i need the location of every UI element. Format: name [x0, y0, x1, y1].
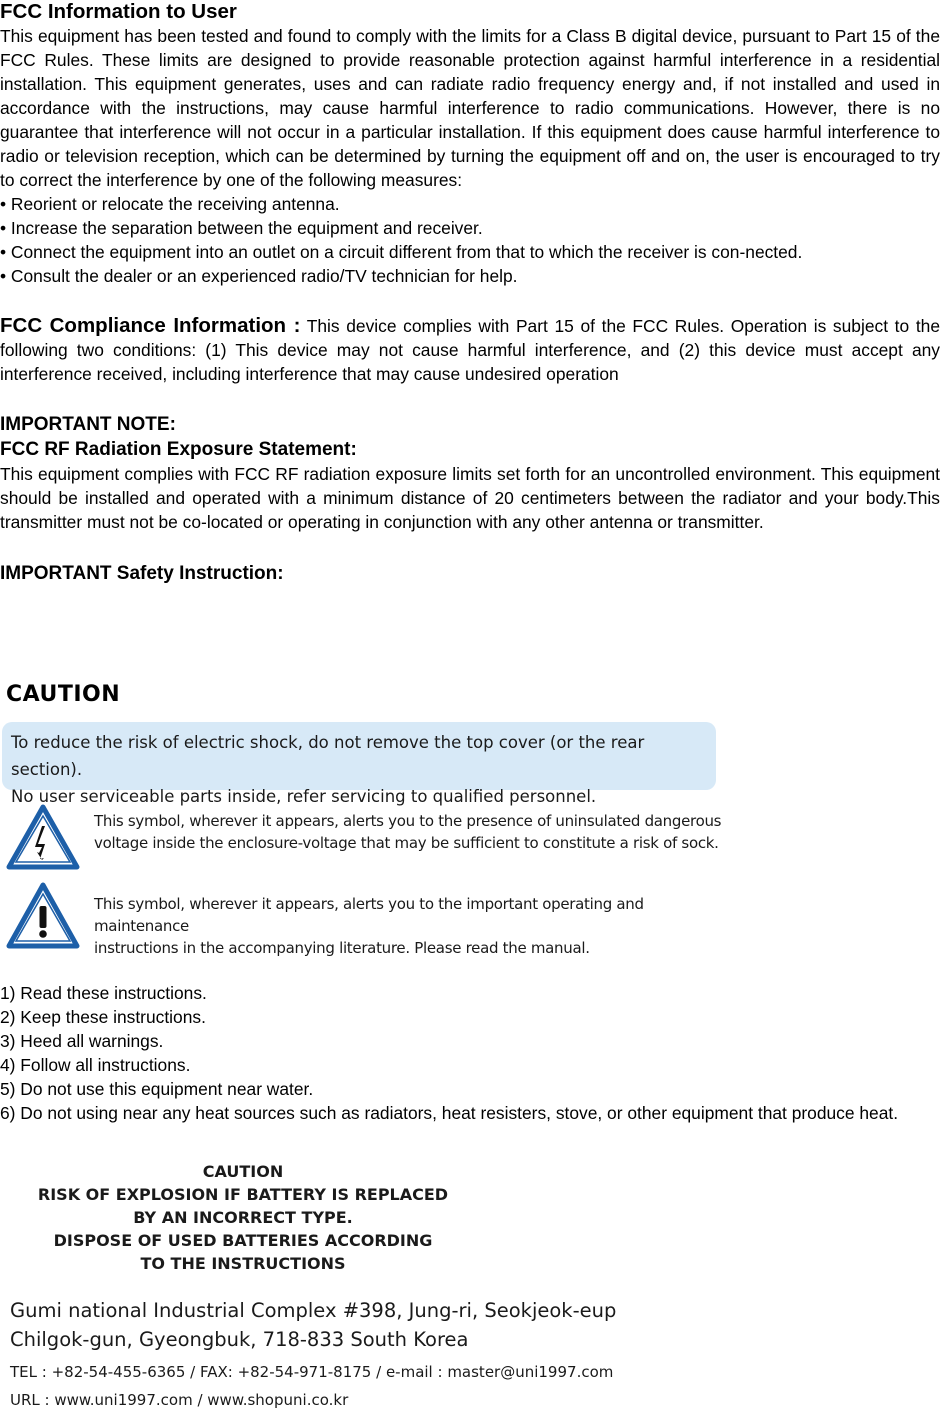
caution-line: To reduce the risk of electric shock, do not remove the top cover (or the rear section). — [11, 733, 645, 779]
symbol-text-line: voltage inside the enclosure-voltage that may be sufficient to constitute a risk of sock. — [94, 834, 719, 852]
fcc-info-heading: FCC Information to User — [0, 0, 237, 23]
list-item: 6) Do not using near any heat sources such as radiators, heat resisters, stove, or other equipment that produce heat. — [0, 1103, 899, 1123]
battery-caution-line: TO THE INSTRUCTIONS — [140, 1254, 346, 1273]
symbol-text-line: This symbol, wherever it appears, alerts you to the important operating and maintenance — [94, 895, 644, 935]
lightning-warning-icon — [6, 804, 80, 870]
fcc-info-bullet: • Reorient or relocate the receiving antenna. — [0, 194, 340, 214]
company-address — [10, 1296, 616, 1414]
caution-title: CAUTION — [6, 682, 121, 707]
safety-instructions-list — [0, 981, 940, 1125]
rf-exposure-heading: FCC RF Radiation Exposure Statement: — [0, 439, 357, 460]
battery-caution-line: RISK OF EXPLOSION IF BATTERY IS REPLACED — [37, 1185, 449, 1204]
rf-exposure-body: This equipment complies with FCC RF radiation exposure limits set forth for an uncontrolled environment. This equipment should be installed and operated with a minimum distance of 20 centimeters between the radiator and your body.This transmitter must not be co-located or operating in conjunction with any other antenna or transmitter. — [0, 464, 940, 532]
attention-symbol-row — [6, 882, 726, 957]
fcc-info-body: This equipment has been tested and found to comply with the limits for a Class B digital device, pursuant to Part 15 of the FCC Rules. These limits are designed to provide reasonable protection against harmful interference in a residential installation. This equipment generates, uses and can radiate radio frequency energy and, if not installed and used in accordance with the instructions, may cause harmful interference to radio communications. However, there is no guarantee that interference will not occur in a particular installation. If this equipment does cause harmful interference to radio or television reception, which can be determined by turning the equipment off and on, the user is encouraged to try to correct the interference by one of the following measures: — [0, 26, 940, 190]
list-item: 5) Do not use this equipment near water. — [0, 1079, 314, 1099]
safety-heading: IMPORTANT Safety Instruction: — [0, 563, 284, 584]
fcc-info-bullet: • Connect the equipment into an outlet on a circuit different from that to which the receiver is con-nected. — [0, 242, 803, 262]
address-line: Chilgok-gun, Gyeongbuk, 718-833 South Korea — [10, 1328, 469, 1351]
fcc-info-bullet: • Consult the dealer or an experienced radio/TV technician for help. — [0, 266, 518, 286]
symbol-text-line: instructions in the accompanying literature. Please read the manual. — [94, 939, 590, 957]
url-line: URL : www.uni1997.com / www.shopuni.co.kr — [10, 1391, 349, 1409]
electric-shock-symbol-text — [94, 810, 721, 854]
document-page — [0, 0, 940, 587]
electric-shock-symbol-row — [6, 804, 726, 874]
caution-box — [2, 722, 716, 806]
battery-caution-line: BY AN INCORRECT TYPE. — [133, 1208, 353, 1227]
important-note-heading: IMPORTANT NOTE: — [0, 414, 176, 435]
list-item: 4) Follow all instructions. — [0, 1055, 191, 1075]
symbol-text-line: This symbol, wherever it appears, alerts you to the presence of uninsulated dangerous — [94, 812, 722, 830]
fcc-info-bullet: • Increase the separation between the equipment and receiver. — [0, 218, 483, 238]
list-item: 3) Heed all warnings. — [0, 1031, 164, 1051]
battery-caution-line: CAUTION — [202, 1162, 284, 1181]
battery-caution-line: DISPOSE OF USED BATTERIES ACCORDING — [53, 1231, 433, 1250]
exclamation-warning-icon — [6, 882, 80, 950]
caution-line: No user serviceable parts inside, refer servicing to qualified personnel. — [11, 787, 597, 806]
compliance-paragraph — [0, 314, 940, 386]
contact-line: TEL : +82-54-455-6365 / FAX: +82-54-971-8175 / e-mail : master@uni1997.com — [10, 1363, 614, 1381]
battery-caution — [10, 1160, 476, 1275]
compliance-body: This device complies with Part 15 of the FCC Rules. Operation is subject to the following two conditions: (1) This device may not cause harmful interference, and (2) this device must accept any interference received, including interference that may cause undesired operation — [0, 316, 940, 384]
address-line: Gumi national Industrial Complex #398, Jung-ri, Seokjeok-eup — [10, 1299, 617, 1322]
attention-symbol-text — [94, 893, 726, 959]
list-item: 1) Read these instructions. — [0, 983, 207, 1003]
list-item: 2) Keep these instructions. — [0, 1007, 206, 1027]
compliance-heading: FCC Compliance Information : — [0, 314, 301, 337]
